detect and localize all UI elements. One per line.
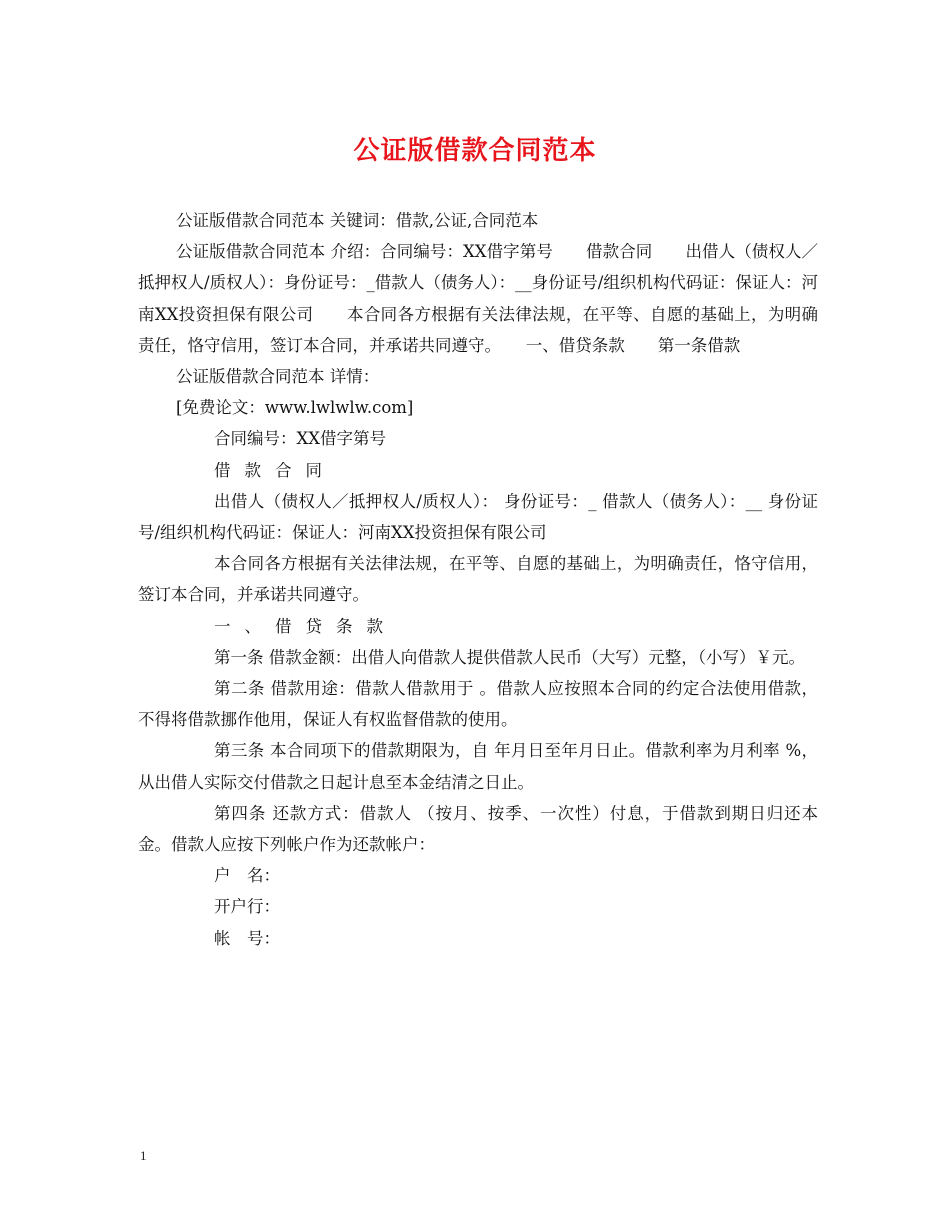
account-number-field: 帐 号：: [214, 928, 280, 948]
contract-number: 合同编号：XX借字第号: [214, 429, 386, 449]
parties-paragraph: 出借人（债权人／抵押权人/质权人）： 身份证号：_ 借款人（债务人）：__ 身份证号/组织机构代码证：保证人：河南XX投资担保有限公司: [138, 491, 818, 543]
introduction-paragraph: 公证版借款合同范本 介绍：合同编号：XX借字第号 借款合同 出借人（债权人／抵押权人/质权人）：身份证号：_借款人（债务人）：__身份证号/组织机构代码证：保证人：河南XX投资担保有限公司 本合同各方根据有关法律法规，在平等、自愿的基础上，为明确责任，恪守信用，签订本合同，并承诺共同遵守。 一、借贷条款 第一条借款: [138, 242, 818, 355]
account-name-field: 户 名：: [214, 866, 280, 886]
keywords-paragraph: 公证版借款合同范本 关键词：借款,公证,合同范本: [176, 211, 539, 230]
contract-heading: 借款合同: [214, 460, 336, 480]
bank-field: 开户行：: [214, 897, 280, 917]
article-three: 第三条 本合同项下的借款期限为，自 年月日至年月日止。借款利率为月利率 %，从出借人实际交付借款之日起计息至本金结清之日止。: [138, 741, 818, 792]
page-number: 1: [140, 1148, 147, 1163]
source-link-text: [免费论文：www.lwlwlw.com]: [176, 398, 414, 418]
article-four: 第四条 还款方式：借款人 （按月、按季、一次性）付息，于借款到期日归还本金。借款人应按下列帐户作为还款帐户：: [138, 803, 818, 855]
document-body: [138, 205, 818, 954]
section-heading-loan-terms: 一、借贷条款: [214, 616, 397, 636]
article-two: 第二条 借款用途：借款人借款用于 。借款人应按照本合同的约定合法使用借款，不得将借款挪作他用，保证人有权监督借款的使用。: [138, 679, 818, 730]
article-one: 第一条 借款金额：出借人向借款人提供借款人民币（大写）元整，（小写）￥元。: [214, 647, 805, 667]
document-title: 公证版借款合同范本: [353, 136, 597, 166]
details-heading: 公证版借款合同范本 详情：: [176, 367, 380, 387]
agreement-paragraph: 本合同各方根据有关法律法规，在平等、自愿的基础上，为明确责任，恪守信用，签订本合同，并承诺共同遵守。: [138, 554, 818, 605]
